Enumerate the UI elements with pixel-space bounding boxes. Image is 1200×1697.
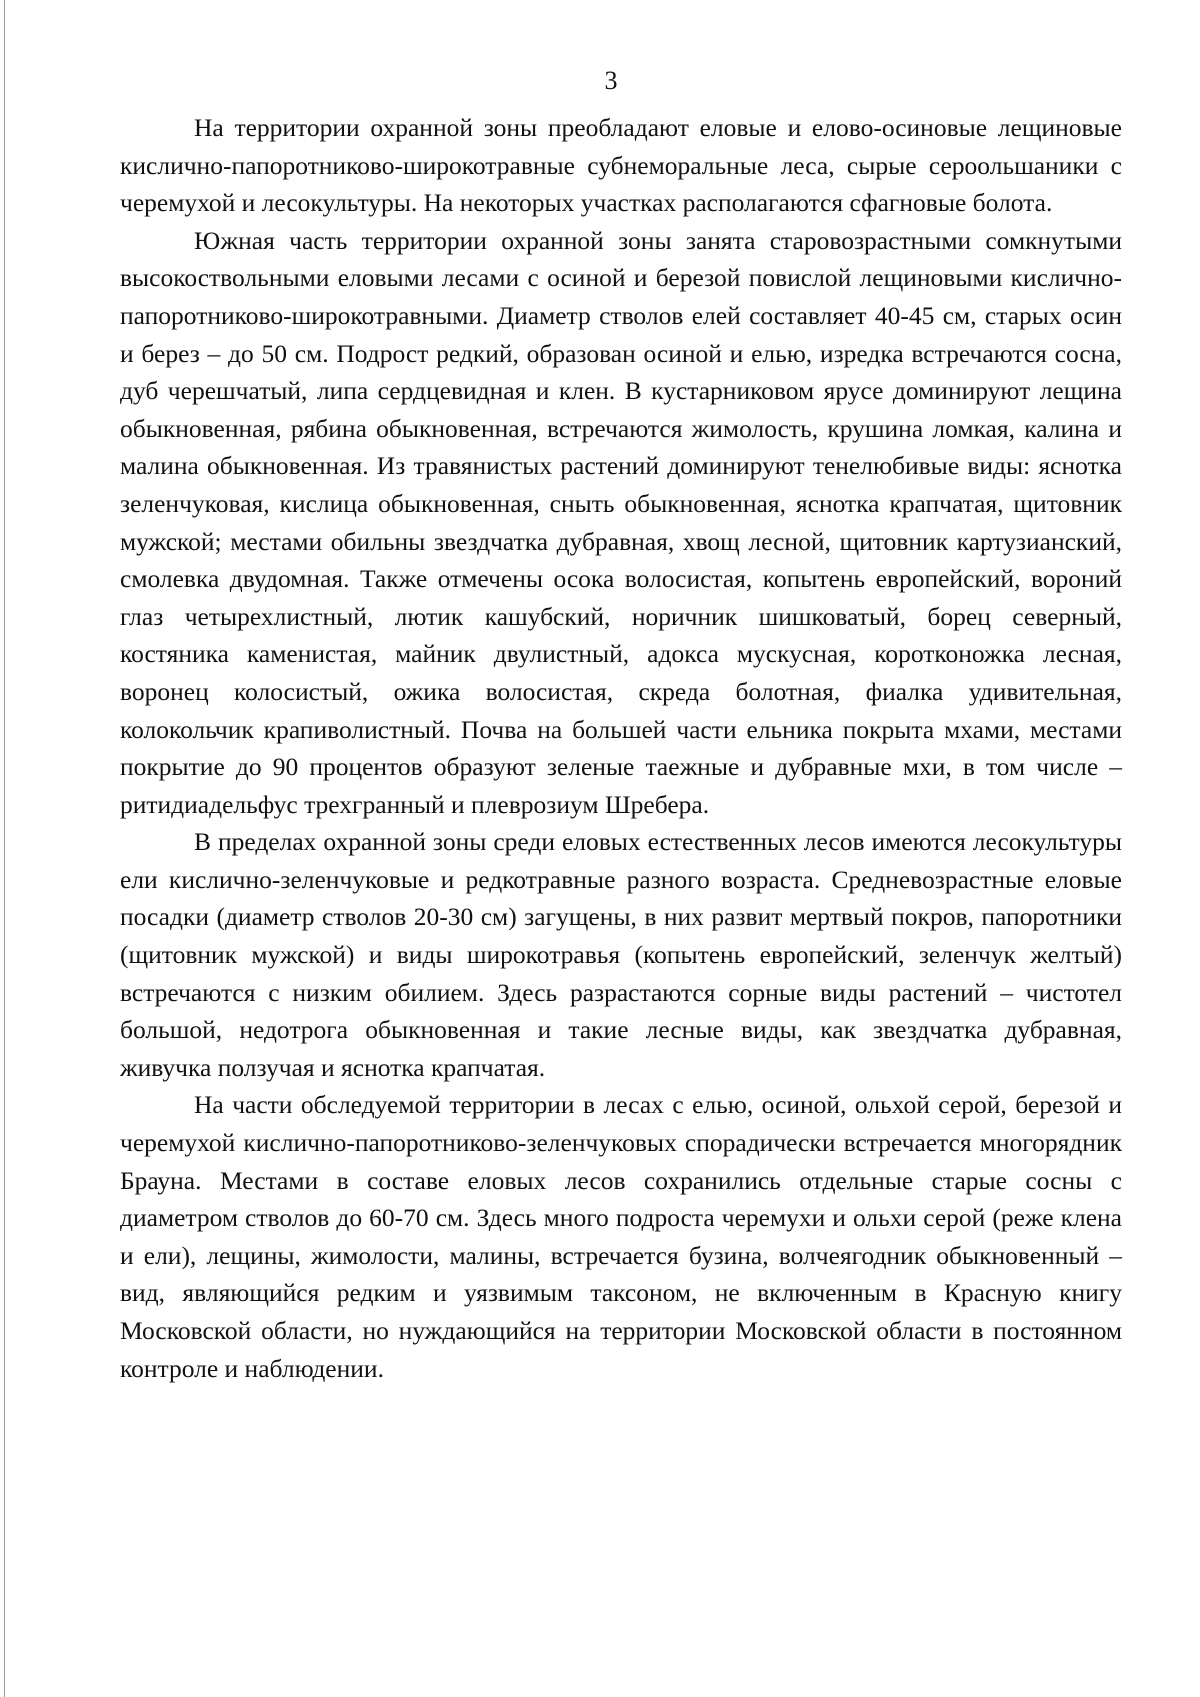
paragraph-southern-part: Южная часть территории охранной зоны занята старовозрастными сомкнутыми высокоствольными еловыми лесами с осиной и березой повислой лещиновыми кислично-папоротниково-широкотравными. Диаметр стволов елей составляет 40-45 см, старых осин и берез – до 50 см. Подрост редкий, образован осиной и елью, изредка встречаются сосна, дуб черешчатый, липа сердцевидная и клен. В кустарниковом ярусе доминируют лещина обыкновенная, рябина обыкновенная, встречаются жимолость, крушина ломкая, калина и малина обыкновенная. Из травянистых растений доминируют тенелюбивые виды: яснотка зеленчуковая, кислица обыкновенная, сныть обыкновенная, яснотка крапчатая, щитовник мужской; местами обильны звездчатка дубравная, хвощ лесной, щитовник картузианский, смолевка двудомная. Также отмечены осока волосистая, копытень европейский, вороний глаз четырехлистный, лютик кашубский, норичник шишковатый, борец северный, костяника каменистая, майник двулистный, адокса мускусная, коротконожка лесная, воронец колосистый, ожика волосистая, скреда болотная, фиалка удивительная, колокольчик крапиволистный. Почва на большей части ельника покрыта мхами, местами покрытие до 90 процентов образуют зеленые таежные и дубравные мхи, в том числе – ритидиадельфус трехгранный и плеврозиум Шребера.: [120, 225, 1122, 819]
paragraph-forest-types: На территории охранной зоны преобладают еловые и елово-осиновые лещиновые кислично-папоротниково-широкотравные субнеморальные леса, сырые сероольшаники с черемухой и лесокультуры. На некоторых участках располагаются сфагновые болота.: [120, 113, 1122, 218]
page-number: 3: [604, 66, 618, 95]
paragraph-plantations: В пределах охранной зоны среди еловых естественных лесов имеются лесокультуры ели кислично-зеленчуковые и редкотравные разного возраста. Средневозрастные еловые посадки (диаметр стволов 20-30 см) загущены, в них развит мертвый покров, папоротники (щитовник мужской) и виды широкотравья (копытень европейский, зеленчук желтый) встречаются с низким обилием. Здесь разрастаются сорные виды растений – чистотел большой, недотрога обыкновенная и такие лесные виды, как звездчатка дубравная, живучка ползучая и яснотка крапчатая.: [120, 827, 1122, 1082]
scan-edge-line: [4, 0, 5, 1697]
document-body: [120, 109, 1122, 1387]
paragraph-surveyed-territory: На части обследуемой территории в лесах с елью, осиной, ольхой серой, березой и черемухой кислично-папоротниково-зеленчуковых спорадически встречается многорядник Брауна. Местами в составе еловых лесов сохранились отдельные старые сосны с диаметром стволов до 60-70 см. Здесь много подроста черемухи и ольхи серой (реже клена и ели), лещины, жимолости, малины, встречается бузина, волчеягодник обыкновенный – вид, являющийся редким и уязвимым таксоном, не включенным в Красную книгу Московской области, но нуждающийся на территории Московской области в постоянном контроле и наблюдении.: [120, 1090, 1122, 1383]
